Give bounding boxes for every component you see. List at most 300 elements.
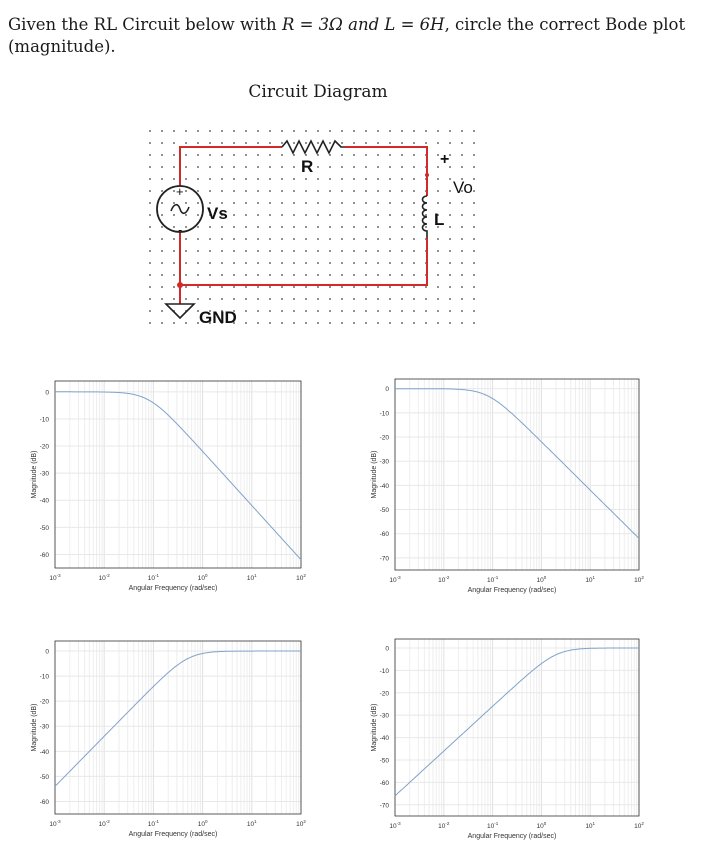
grid-dot [377, 130, 379, 132]
y-tick-label: -20 [379, 690, 389, 698]
source-minus-label: - [178, 222, 183, 237]
grid-dot [461, 226, 463, 228]
grid-dot [293, 142, 295, 144]
grid-dot [293, 238, 295, 240]
grid-dot [329, 190, 331, 192]
grid-dot [413, 190, 415, 192]
grid-dot [329, 310, 331, 312]
grid-dot [329, 142, 331, 144]
grid-dot [149, 322, 151, 324]
grid-dot [233, 190, 235, 192]
grid-dot [341, 274, 343, 276]
x-tick-label: $10^1$ [585, 575, 596, 584]
grid-dot [353, 214, 355, 216]
y-tick-label: -40 [39, 497, 49, 505]
grid-dot [161, 142, 163, 144]
grid-dot [161, 238, 163, 240]
y-tick-label: -20 [39, 698, 49, 706]
grid-dot [185, 250, 187, 252]
ground-label: GND [199, 308, 237, 327]
ground-node [177, 282, 183, 288]
bode-plot-bottom-right[interactable] [340, 630, 680, 865]
grid-dot [281, 250, 283, 252]
grid-dot [377, 142, 379, 144]
grid-dot [161, 130, 163, 132]
grid-dot [269, 298, 271, 300]
grid-dot [257, 178, 259, 180]
grid-dot [317, 130, 319, 132]
y-tick-label: -30 [39, 723, 49, 731]
grid-dot [437, 190, 439, 192]
grid-dot [209, 274, 211, 276]
grid-dot [449, 274, 451, 276]
grid-dot [245, 226, 247, 228]
grid-dot [473, 214, 475, 216]
grid-dot [401, 226, 403, 228]
grid-dot [401, 298, 403, 300]
y-tick-label: -50 [39, 524, 49, 532]
x-tick-label: $10^{-3}$ [389, 575, 401, 584]
y-tick-label: -40 [379, 735, 389, 743]
grid-dot [461, 154, 463, 156]
grid-dot [209, 286, 211, 288]
grid-dot [389, 202, 391, 204]
grid-dot [197, 202, 199, 204]
magnitude-curve [55, 392, 301, 560]
y-tick-label: -50 [379, 757, 389, 765]
grid-dot [269, 214, 271, 216]
grid-dot [305, 262, 307, 264]
grid-dot [281, 238, 283, 240]
grid-dot [269, 166, 271, 168]
grid-dot [449, 322, 451, 324]
x-tick-label: $10^{-2}$ [438, 575, 450, 584]
grid-dot [233, 250, 235, 252]
grid-dot [401, 202, 403, 204]
grid-dot [425, 298, 427, 300]
grid-dot [461, 130, 463, 132]
x-axis-label: Angular Frequency (rad/sec) [467, 833, 557, 840]
grid-dot [449, 202, 451, 204]
grid-dot [401, 322, 403, 324]
grid-dot [401, 166, 403, 168]
grid-dot [473, 166, 475, 168]
x-tick-label: $10^2$ [634, 821, 644, 830]
wire-right-bottom [180, 232, 427, 285]
grid-dot [269, 190, 271, 192]
grid-dot [437, 166, 439, 168]
grid-dot [353, 166, 355, 168]
grid-dot [245, 166, 247, 168]
grid-dot [401, 142, 403, 144]
grid-dot [161, 250, 163, 252]
grid-dot [233, 154, 235, 156]
grid-dot [257, 250, 259, 252]
grid-dot [413, 142, 415, 144]
grid-dot [257, 154, 259, 156]
x-tick-label: $10^1$ [246, 819, 257, 828]
grid-dot [233, 166, 235, 168]
grid-dot [305, 202, 307, 204]
grid-dot [149, 274, 151, 276]
grid-dot [161, 286, 163, 288]
grid-dot [461, 202, 463, 204]
grid-dot [377, 214, 379, 216]
grid-dot [161, 202, 163, 204]
grid-dot [269, 238, 271, 240]
grid-dot [365, 214, 367, 216]
grid-dot [317, 274, 319, 276]
grid-dot [257, 226, 259, 228]
grid-dot [221, 154, 223, 156]
grid-dot [233, 238, 235, 240]
grid-dot [245, 178, 247, 180]
bode-plot-top-right[interactable] [340, 355, 680, 630]
grid-dot [221, 178, 223, 180]
grid-dot [161, 262, 163, 264]
grid-dot [317, 322, 319, 324]
grid-dot [437, 238, 439, 240]
grid-dot [197, 166, 199, 168]
magnitude-curve [55, 651, 301, 786]
grid-dot [161, 226, 163, 228]
y-tick-label: -70 [379, 555, 389, 563]
grid-dot [401, 262, 403, 264]
grid-dot [281, 166, 283, 168]
y-tick-label: -60 [379, 779, 389, 787]
and-text: and [342, 15, 385, 34]
grid-dot [461, 142, 463, 144]
grid-dot [185, 178, 187, 180]
grid-dot [185, 190, 187, 192]
grid-dot [473, 226, 475, 228]
grid-dot [377, 262, 379, 264]
y-tick-label: -20 [379, 434, 389, 442]
grid-dot [449, 226, 451, 228]
grid-dot [185, 286, 187, 288]
y-tick-label: -40 [39, 748, 49, 756]
x-tick-label: $10^1$ [585, 821, 596, 830]
grid-dot [401, 238, 403, 240]
grid-dot [341, 130, 343, 132]
grid-dot [365, 190, 367, 192]
grid-dot [425, 286, 427, 288]
grid-dot [461, 214, 463, 216]
grid-dot [281, 214, 283, 216]
y-tick-label: 0 [385, 645, 389, 653]
x-tick-label: $10^{-3}$ [389, 821, 401, 830]
grid-dot [473, 250, 475, 252]
grid-dot [377, 250, 379, 252]
output-label: Vo [453, 178, 473, 197]
grid-dot [209, 226, 211, 228]
bode-plot-top-left[interactable] [0, 355, 340, 630]
grid-dot [233, 130, 235, 132]
grid-dot [449, 178, 451, 180]
grid-dot [221, 250, 223, 252]
grid-dot [185, 226, 187, 228]
grid-dot [353, 310, 355, 312]
grid-dot [221, 274, 223, 276]
x-tick-label: $10^1$ [246, 573, 257, 582]
grid-dot [425, 226, 427, 228]
grid-dot [317, 286, 319, 288]
wire-top-right [345, 147, 427, 196]
grid-dot [269, 286, 271, 288]
grid-dot [257, 214, 259, 216]
grid-dot [305, 286, 307, 288]
grid-dot [233, 274, 235, 276]
grid-dot [281, 226, 283, 228]
y-tick-label: -50 [379, 507, 389, 515]
plot-frame [55, 641, 301, 814]
grid-dot [365, 250, 367, 252]
grid-dot [305, 310, 307, 312]
grid-dot [245, 250, 247, 252]
grid-dot [389, 190, 391, 192]
grid-dot [293, 262, 295, 264]
grid-dot [197, 286, 199, 288]
grid-dot [449, 250, 451, 252]
grid-dot [257, 262, 259, 264]
grid-dot [437, 322, 439, 324]
grid-dot [233, 298, 235, 300]
grid-dot [473, 238, 475, 240]
grid-dot [461, 322, 463, 324]
grid-dot [365, 166, 367, 168]
y-tick-label: -50 [39, 773, 49, 781]
grid-dot [341, 286, 343, 288]
grid-dot [401, 286, 403, 288]
grid-dot [221, 142, 223, 144]
grid-dot [209, 130, 211, 132]
grid-dot [305, 274, 307, 276]
grid-dot [389, 178, 391, 180]
grid-dot [353, 250, 355, 252]
grid-dot [461, 166, 463, 168]
x-axis-label: Angular Frequency (rad/sec) [128, 831, 218, 838]
grid-dot [473, 202, 475, 204]
grid-dot [317, 214, 319, 216]
grid-dot [161, 166, 163, 168]
grid-dot [353, 178, 355, 180]
grid-dot [245, 202, 247, 204]
grid-dot [353, 226, 355, 228]
grid-dot [425, 214, 427, 216]
grid-dot [293, 286, 295, 288]
grid-dot [341, 238, 343, 240]
grid-dot [377, 166, 379, 168]
grid-dot [329, 202, 331, 204]
grid-dot [173, 190, 175, 192]
grid-dot [449, 130, 451, 132]
grid-dot [281, 274, 283, 276]
grid-dot [461, 250, 463, 252]
grid-dot [365, 274, 367, 276]
grid-dot [449, 238, 451, 240]
grid-dot [281, 262, 283, 264]
grid-dot [449, 190, 451, 192]
grid-dot [149, 286, 151, 288]
grid-dot [221, 238, 223, 240]
grid-dot [281, 154, 283, 156]
y-tick-label: -60 [379, 531, 389, 539]
grid-dot [377, 178, 379, 180]
y-tick-label: 0 [45, 648, 49, 656]
grid-dot [257, 322, 259, 324]
grid-dot [341, 298, 343, 300]
grid-dot [293, 178, 295, 180]
grid-dot [197, 274, 199, 276]
grid-dot [269, 310, 271, 312]
grid-dot [245, 214, 247, 216]
grid-dot [341, 250, 343, 252]
grid-dot [173, 214, 175, 216]
y-tick-label: -20 [39, 443, 49, 451]
grid-dot [473, 130, 475, 132]
plot-frame [395, 379, 639, 570]
x-tick-label: $10^0$ [197, 573, 208, 582]
resistor-symbol [282, 141, 345, 153]
grid-dot [293, 322, 295, 324]
grid-dot [185, 238, 187, 240]
grid-dot [257, 274, 259, 276]
grid-dot [209, 298, 211, 300]
grid-dot [197, 262, 199, 264]
plot-frame [395, 639, 639, 816]
grid-dot [233, 178, 235, 180]
grid-dot [413, 250, 415, 252]
bode-plot-bottom-left[interactable] [0, 630, 340, 865]
grid-dot [341, 178, 343, 180]
grid-dot [185, 166, 187, 168]
grid-dot [245, 322, 247, 324]
grid-dot [365, 310, 367, 312]
grid-dot [245, 190, 247, 192]
y-tick-label: -30 [379, 458, 389, 466]
grid-dot [449, 154, 451, 156]
grid-dot [305, 130, 307, 132]
grid-dot [281, 322, 283, 324]
grid-dot [233, 202, 235, 204]
y-tick-label: 0 [385, 386, 389, 394]
grid-dot [257, 310, 259, 312]
grid-dot [269, 154, 271, 156]
grid-dot [365, 226, 367, 228]
grid-dot [341, 226, 343, 228]
grid-dot [293, 190, 295, 192]
source-plus-label: + [176, 184, 184, 199]
grid-dot [269, 262, 271, 264]
x-tick-label: $10^{-1}$ [486, 821, 499, 830]
grid-dot [389, 250, 391, 252]
x-axis-label: Angular Frequency (rad/sec) [128, 585, 218, 592]
grid-dot [185, 298, 187, 300]
grid-dot [389, 154, 391, 156]
grid-dot [221, 226, 223, 228]
grid-dot [173, 286, 175, 288]
grid-dot [413, 154, 415, 156]
grid-dot [329, 322, 331, 324]
grid-dot [389, 274, 391, 276]
grid-dot [413, 226, 415, 228]
grid-dot [353, 142, 355, 144]
grid-dot [389, 322, 391, 324]
grid-dot [317, 298, 319, 300]
grid-dot [161, 298, 163, 300]
ground-symbol [166, 304, 194, 318]
grid-dot [377, 298, 379, 300]
grid-dot [413, 274, 415, 276]
grid-dot [377, 286, 379, 288]
grid-dot [473, 274, 475, 276]
grid-dot [209, 190, 211, 192]
grid-dot [413, 214, 415, 216]
grid-dot [389, 286, 391, 288]
grid-dot [329, 154, 331, 156]
grid-dot [149, 310, 151, 312]
y-tick-label: -10 [39, 416, 49, 424]
grid-dot [317, 310, 319, 312]
grid-dot [449, 298, 451, 300]
grid-dot [317, 238, 319, 240]
grid-dot [185, 274, 187, 276]
grid-dot [209, 178, 211, 180]
grid-dot [449, 214, 451, 216]
grid-dot [437, 274, 439, 276]
grid-dot [437, 250, 439, 252]
grid-dot [233, 226, 235, 228]
grid-dot [317, 202, 319, 204]
grid-dot [185, 154, 187, 156]
grid-dot [293, 166, 295, 168]
grid-dot [293, 226, 295, 228]
grid-dot [353, 202, 355, 204]
grid-dot [365, 202, 367, 204]
y-axis-label: Magnitude (dB) [31, 450, 38, 499]
grid-dot [305, 238, 307, 240]
grid-dot [245, 154, 247, 156]
grid-dot [353, 238, 355, 240]
grid-dot [377, 274, 379, 276]
grid-dot [353, 154, 355, 156]
grid-dot [185, 322, 187, 324]
grid-dot [257, 238, 259, 240]
grid-dot [365, 298, 367, 300]
grid-dot [461, 298, 463, 300]
grid-dot [317, 142, 319, 144]
grid-dot [413, 202, 415, 204]
y-tick-label: -30 [39, 470, 49, 478]
grid-dot [281, 298, 283, 300]
y-tick-label: -10 [379, 667, 389, 675]
grid-dot [365, 154, 367, 156]
grid-dot [425, 142, 427, 144]
grid-dot [365, 178, 367, 180]
grid-dot [329, 214, 331, 216]
grid-dot [245, 238, 247, 240]
grid-dot [305, 298, 307, 300]
grid-dot [437, 178, 439, 180]
x-tick-label: $10^{-1}$ [147, 573, 160, 582]
circuit-title: Circuit Diagram [248, 82, 388, 102]
grid-dot [329, 286, 331, 288]
grid-dot [377, 226, 379, 228]
grid-dot [401, 178, 403, 180]
grid-dot [197, 130, 199, 132]
grid-dot [281, 286, 283, 288]
grid-dot [161, 154, 163, 156]
